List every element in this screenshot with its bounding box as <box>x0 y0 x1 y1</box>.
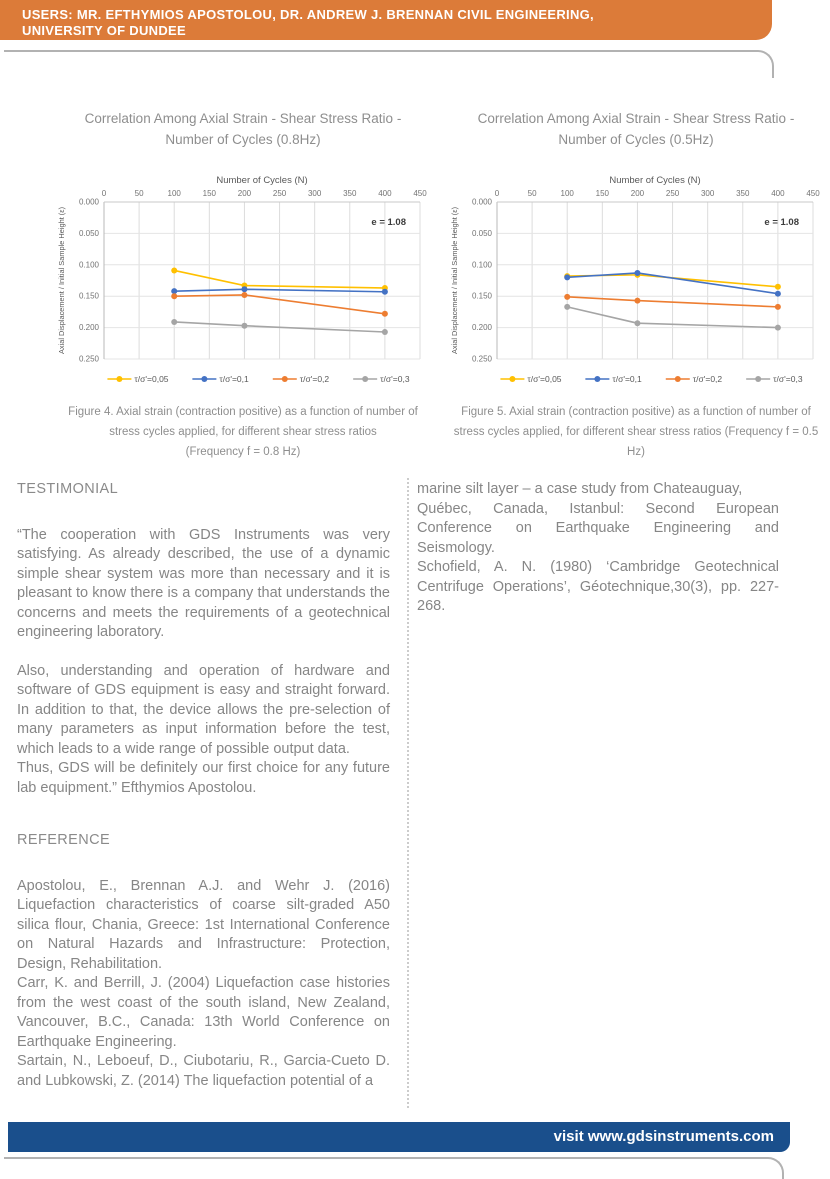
svg-text:Number of Cycles (N): Number of Cycles (N) <box>609 175 701 186</box>
svg-text:100: 100 <box>560 189 574 198</box>
content-card-border <box>4 50 774 78</box>
svg-text:50: 50 <box>527 189 537 198</box>
svg-text:0.100: 0.100 <box>471 260 492 270</box>
svg-text:e = 1.08: e = 1.08 <box>764 217 799 228</box>
reference-paragraph: Carr, K. and Berrill, J. (2004) Liquefaction case histories from the west coast of the south island, New Zealand, Vancouver, B.C., Canada: 13th World Conference on Earthquake Engineering. <box>17 975 390 1050</box>
svg-text:450: 450 <box>806 189 820 198</box>
svg-text:250: 250 <box>272 189 287 198</box>
svg-text:τ/σ'=0,3: τ/σ'=0,3 <box>380 374 410 384</box>
reference-paragraph: Schofield, A. N. (1980) ‘Cambridge Geotechnical Centrifuge Operations’, Géotechnique,30(3), pp. 227-268. <box>417 559 779 614</box>
svg-text:τ/σ'=0,05: τ/σ'=0,05 <box>134 374 169 384</box>
testimonial-paragraph: “The cooperation with GDS Instruments was very satisfying. As already described, the use of a dynamic simple shear system was more than necessary and it is pleasant to know there is a company that understands the concerns and meets the requirements of a geotechnical engineering laboratory. <box>17 526 390 640</box>
next-page-card-border <box>4 1157 784 1179</box>
svg-text:450: 450 <box>413 189 427 198</box>
svg-text:100: 100 <box>167 189 181 198</box>
svg-text:0.250: 0.250 <box>471 354 492 364</box>
svg-text:200: 200 <box>630 189 645 198</box>
svg-text:0: 0 <box>101 189 107 198</box>
footer-link[interactable]: visit www.gdsinstruments.com <box>553 1128 774 1145</box>
svg-text:0.050: 0.050 <box>471 228 492 238</box>
figure-4-block <box>52 108 434 462</box>
left-text-column <box>17 480 390 1091</box>
reference-paragraph: Québec, Canada, Istanbul: Second European Conference on Earthquake Engineering and Seismology. <box>417 500 779 556</box>
reference-paragraph: marine silt layer – a case study from Chateauguay, <box>417 481 743 497</box>
svg-text:300: 300 <box>307 189 322 198</box>
testimonial-paragraph: Also, understanding and operation of hardware and software of GDS equipment is easy and straight forward. In addition to that, the device allows the pre-selection of many parameters as input information before the test, which leads to a wide range of possible output data. <box>17 662 390 757</box>
figure-5-caption: Figure 5. Axial strain (contraction positive) as a function of number of stress cycles applied, for different shear stress ratios (Frequency f = 0.5 Hz) <box>453 406 819 458</box>
svg-text:τ/σ'=0,1: τ/σ'=0,1 <box>219 374 249 384</box>
testimonial-heading: TESTIMONIAL <box>17 481 119 497</box>
svg-text:0.200: 0.200 <box>78 323 99 333</box>
svg-text:200: 200 <box>237 189 252 198</box>
svg-text:0.000: 0.000 <box>471 197 492 207</box>
svg-text:350: 350 <box>736 189 750 198</box>
svg-text:150: 150 <box>202 189 217 198</box>
svg-text:τ/σ'=0,2: τ/σ'=0,2 <box>299 374 330 384</box>
figure-4-caption: Figure 4. Axial strain (contraction positive) as a function of number of stress cycles applied, for different shear stress ratios (Frequency f = 0.8 Hz) <box>68 406 418 458</box>
svg-text:250: 250 <box>665 189 680 198</box>
svg-text:τ/σ'=0,2: τ/σ'=0,2 <box>692 374 723 384</box>
chart-title-0-8hz: Correlation Among Axial Strain - Shear Stress Ratio - Number of Cycles (0.8Hz) <box>84 111 402 147</box>
svg-text:400: 400 <box>771 189 785 198</box>
svg-text:150: 150 <box>595 189 610 198</box>
svg-text:0.200: 0.200 <box>471 323 492 333</box>
svg-text:0.100: 0.100 <box>78 260 99 270</box>
svg-text:50: 50 <box>134 189 144 198</box>
svg-text:Number of Cycles (N): Number of Cycles (N) <box>216 175 308 186</box>
svg-text:τ/σ'=0,05: τ/σ'=0,05 <box>527 374 562 384</box>
header-banner <box>0 0 772 40</box>
svg-text:0.250: 0.250 <box>78 354 99 364</box>
svg-text:Axial Displacement / Initial S: Axial Displacement / Initial Sample Height (ε) <box>57 206 66 355</box>
svg-text:0.050: 0.050 <box>78 228 99 238</box>
svg-text:350: 350 <box>343 189 357 198</box>
svg-text:Axial Displacement / Initial S: Axial Displacement / Initial Sample Height (ε) <box>450 206 459 355</box>
footer-bar <box>8 1122 790 1152</box>
svg-text:0.150: 0.150 <box>78 291 99 301</box>
testimonial-paragraph: Thus, GDS will be definitely our first choice for any future lab equipment.” Efthymios Apostolou. <box>17 760 390 796</box>
header-line2: UNIVERSITY OF DUNDEE <box>22 23 186 38</box>
figure-5-block <box>442 108 830 462</box>
chart-0-8hz <box>54 172 432 388</box>
right-text-column <box>417 480 779 617</box>
chart-0-5hz <box>447 172 825 388</box>
svg-text:0.000: 0.000 <box>78 197 99 207</box>
svg-text:τ/σ'=0,1: τ/σ'=0,1 <box>612 374 642 384</box>
svg-text:τ/σ'=0,3: τ/σ'=0,3 <box>773 374 803 384</box>
chart-title-0-5hz: Correlation Among Axial Strain - Shear Stress Ratio - Number of Cycles (0.5Hz) <box>477 111 795 147</box>
column-divider <box>407 478 409 1108</box>
svg-text:0.150: 0.150 <box>471 291 492 301</box>
reference-heading: REFERENCE <box>17 832 111 848</box>
reference-paragraph: Apostolou, E., Brennan A.J. and Wehr J. (2016) Liquefaction characteristics of coarse silt-graded A50 silica flour, Chania, Greece: 1st International Conference on Natural Hazards and Infrastructure: Protection, Design, Rehabilitation. <box>17 877 390 972</box>
svg-text:0: 0 <box>494 189 500 198</box>
svg-text:e = 1.08: e = 1.08 <box>371 217 406 228</box>
svg-text:400: 400 <box>378 189 392 198</box>
reference-paragraph: Sartain, N., Leboeuf, D., Ciubotariu, R., Garcia-Cueto D. and Lubkowski, Z. (2014) The liquefaction potential of a <box>17 1053 390 1089</box>
header-line1: USERS: MR. EFTHYMIOS APOSTOLOU, DR. ANDREW J. BRENNAN CIVIL ENGINEERING, <box>22 7 594 22</box>
svg-text:300: 300 <box>700 189 715 198</box>
